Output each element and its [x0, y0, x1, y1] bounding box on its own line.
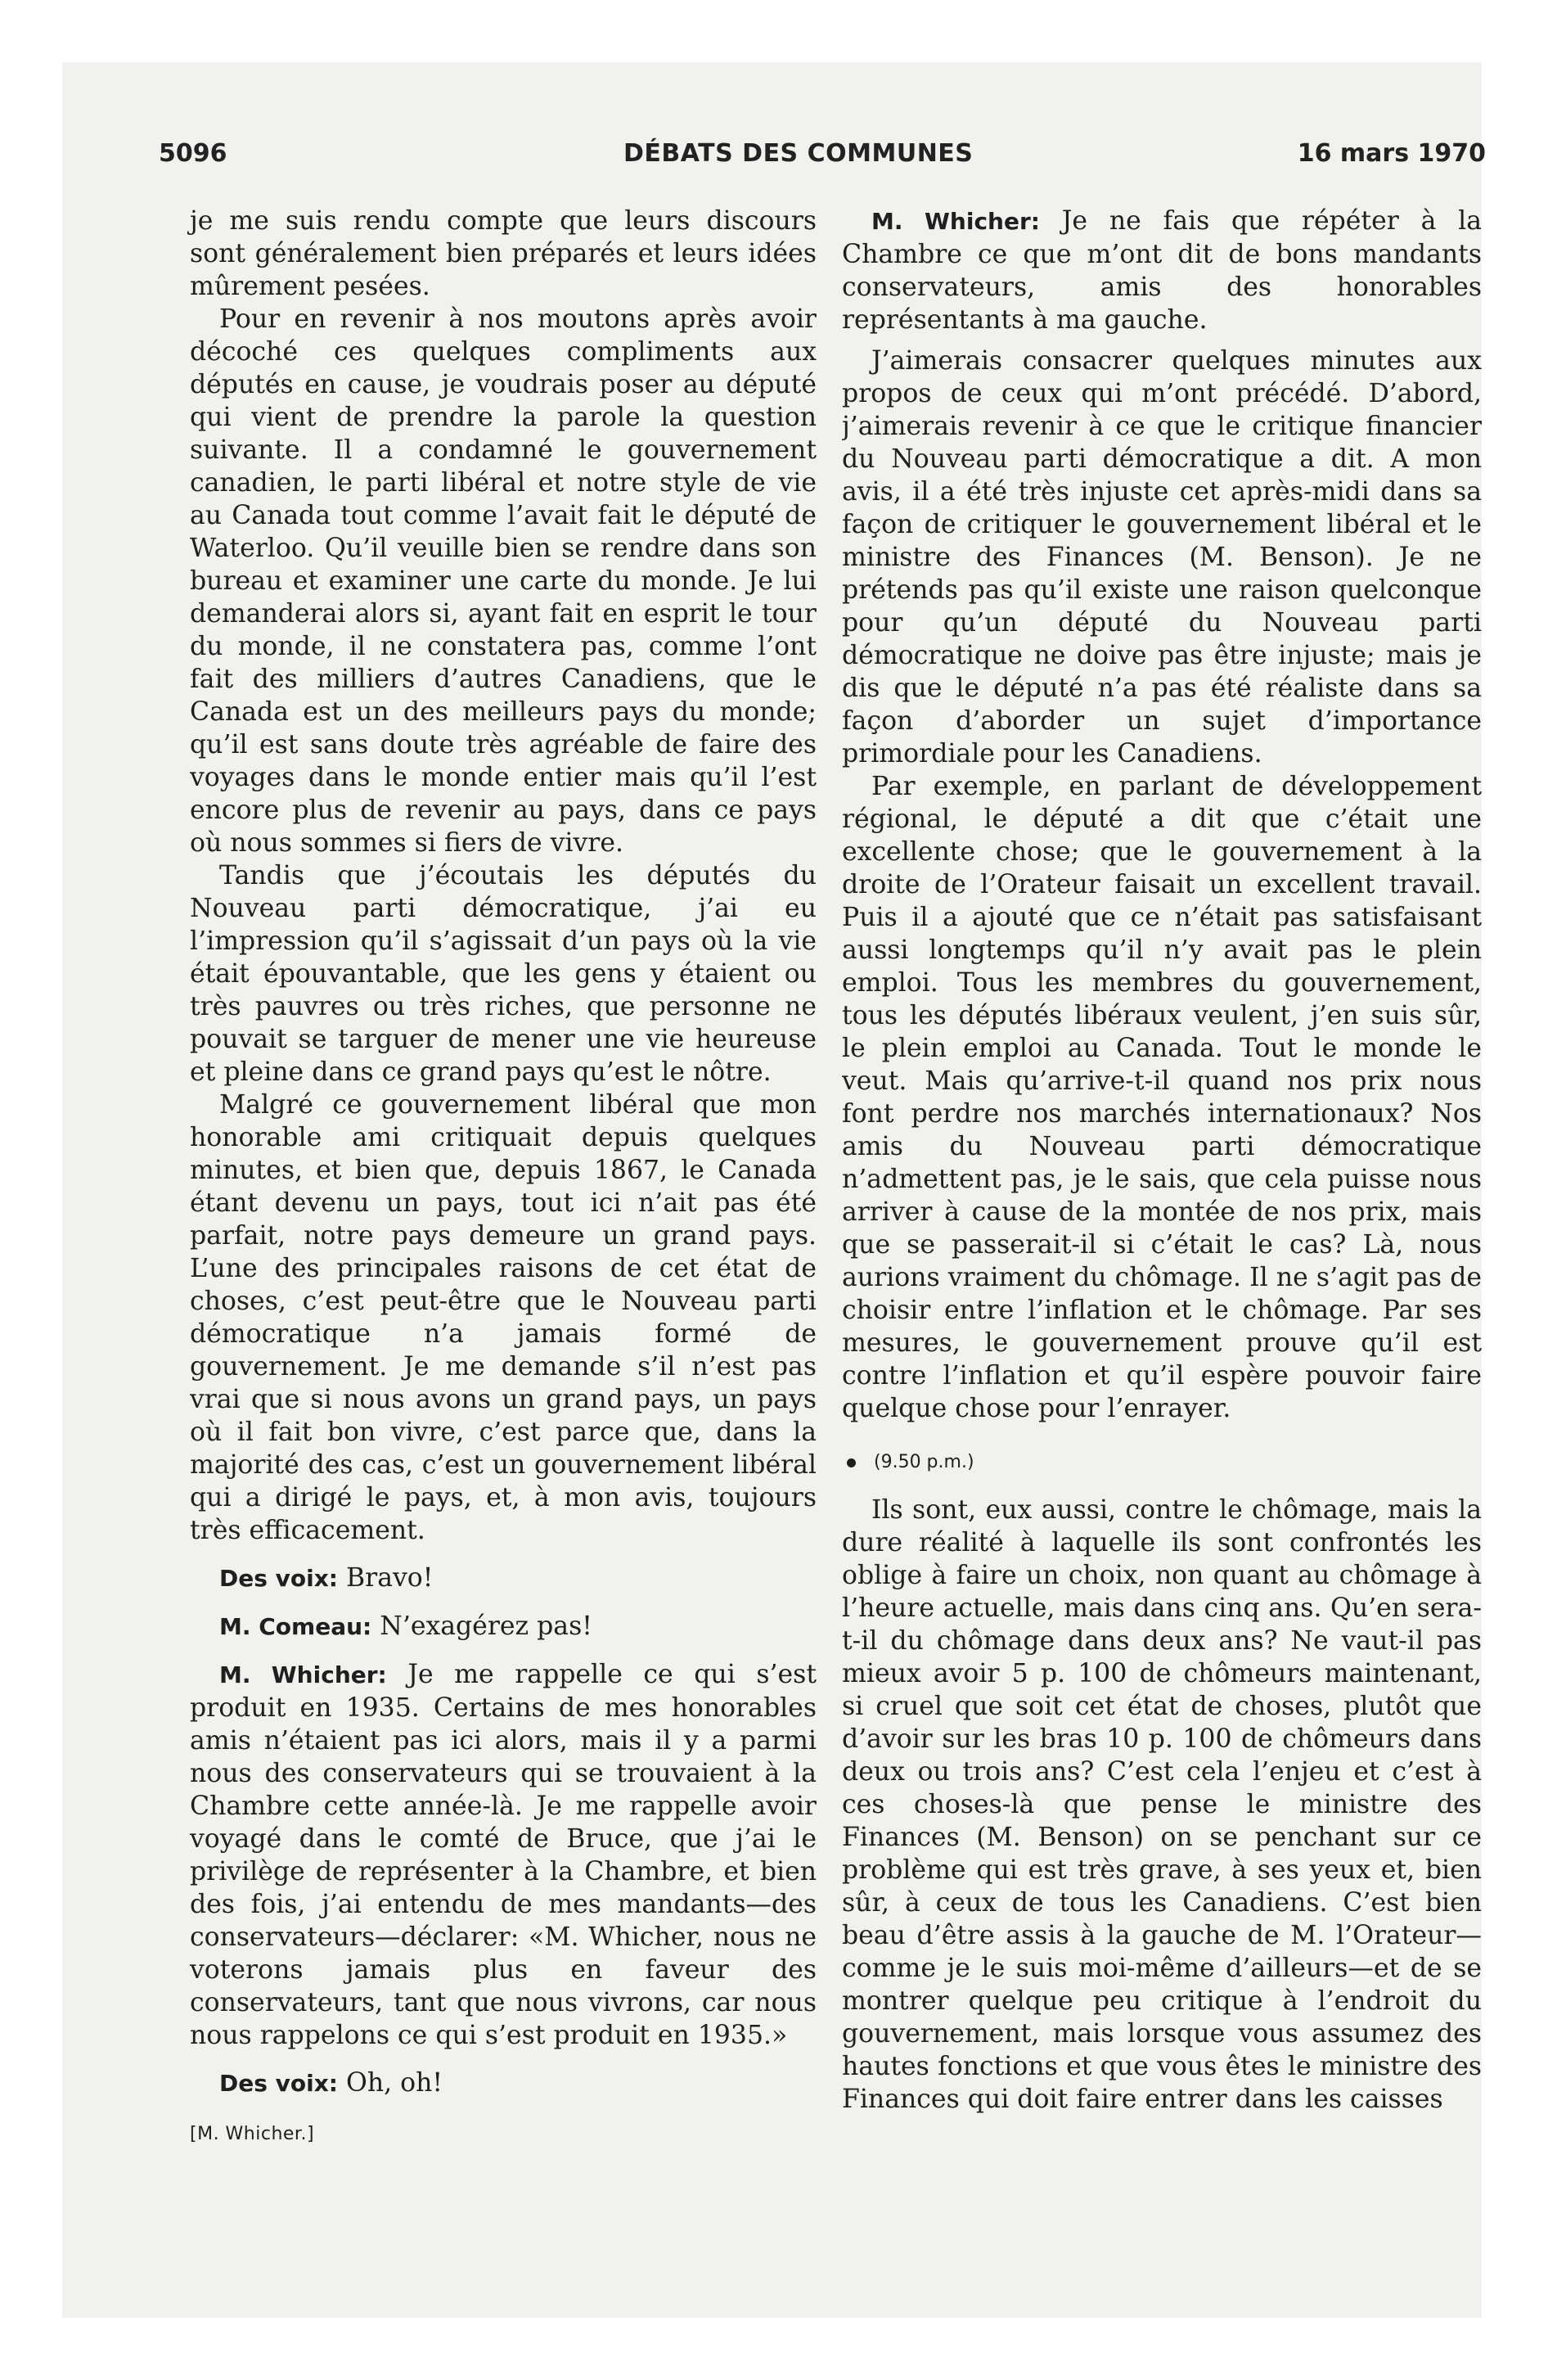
- speaker-marker: [M. Whicher.]: [190, 2124, 315, 2144]
- paragraph: J’aimerais consacrer quelques minutes aux propos de ceux qui m’ont précédé. D’abord, j’aimerais revenir à ce que le critique financier du Nouveau parti démocratique a dit. A mon avis, il a été très injuste cet après-midi dans sa façon de critiquer le gouvernement libéral et le ministre des Finances (M. Benson). Je ne prétends pas qu’il existe une raison quelconque pour qu’un député du Nouveau parti démocratique ne doive pas être injuste; mais je dis que le député n’a pas été réaliste dans sa façon d’aborder un sujet d’importance primordiale pour les Canadiens.: [842, 346, 1482, 769]
- page-number: 5096: [159, 139, 227, 168]
- time-marker: [842, 1446, 1482, 1479]
- speaker-name: M. Whicher:: [219, 1661, 387, 1688]
- paragraph: je me suis rendu compte que leurs discours sont généralement bien préparés et leurs idées mûrement pesées.: [190, 206, 817, 301]
- speech-text: Oh, oh!: [346, 2068, 443, 2098]
- right-column: [842, 205, 1482, 2116]
- speech-text: Je ne fais que répéter à la Chambre ce que m’ont dit de bons mandants conservateurs, amis des honorables représentants à ma gauche.: [842, 206, 1482, 335]
- paragraph: Tandis que j’écoutais les députés du Nouveau parti démocratique, j’ai eu l’impression qu’il s’agissait d’un pays où la vie était épouvantable, que les gens y étaient ou très pauvres ou très riches, que personne ne pouvait se targuer de mener une vie heureuse et pleine dans ce grand pays qu’est le nôtre.: [190, 861, 817, 1087]
- speaker-name: M. Whicher:: [871, 208, 1040, 235]
- speaker-name: Des voix:: [219, 2070, 338, 2097]
- speech-entry: [190, 1610, 817, 1643]
- running-title: DÉBATS DES COMMUNES: [623, 139, 974, 168]
- speech-entry: [190, 1562, 817, 1595]
- speaker-name: M. Comeau:: [219, 1613, 372, 1640]
- bullet-icon: [847, 1458, 856, 1467]
- speech-entry: [190, 1658, 817, 2052]
- page-header: [159, 139, 1486, 175]
- time-stamp: (9.50 p.m.): [874, 1452, 974, 1472]
- paragraph: Ils sont, eux aussi, contre le chômage, mais la dure réalité à laquelle ils sont confrontés les oblige à faire un choix, non quant au chômage à l’heure actuelle, mais dans cinq ans. Qu’en sera-t-il du chômage dans deux ans? Ne vaut-il pas mieux avoir 5 p. 100 de chômeurs maintenant, si cruel que soit cet état de choses, plutôt que d’avoir sur les bras 10 p. 100 de chômeurs dans deux ou trois ans? C’est cela l’enjeu et c’est à ces choses-là que pense le ministre des Finances (M. Benson) on se penchant sur ce problème qui est très grave, à ses yeux et, bien sûr, à ceux de tous les Canadiens. C’est bien beau d’être assis à la gauche de M. l’Orateur—comme je le suis moi-même d’ailleurs—et de se montrer quelque peu critique à l’endroit du gouvernement, mais lorsque vous assumez des hautes fonctions et que vous êtes le ministre des Finances qui doit faire entrer dans les caisses: [842, 1495, 1482, 2114]
- speech-entry: [842, 205, 1482, 336]
- paragraph: Par exemple, en parlant de développement régional, le député a dit que c’était une excellente chose; que le gouvernement à la droite de l’Orateur faisait un excellent travail. Puis il a ajouté que ce n’était pas satisfaisant aussi longtemps qu’il n’y avait pas le plein emploi. Tous les membres du gouvernement, tous les députés libéraux veulent, j’en suis sûr, le plein emploi au Canada. Tout le monde le veut. Mais qu’arrive-t-il quand nos prix nous font perdre nos marchés internationaux? Nos amis du Nouveau parti démocratique n’admettent pas, je le sais, que cela puisse nous arriver à cause de la montée de nos prix, mais que se passerait-il si c’était le cas? Là, nous aurions vraiment du chômage. Il ne s’agit pas de choisir entre l’inflation et le chômage. Par ses mesures, le gouvernement prouve qu’il est contre l’inflation et qu’il espère pouvoir faire quelque chose pour l’enrayer.: [842, 772, 1482, 1423]
- paragraph: Pour en revenir à nos moutons après avoir décoché ces quelques compliments aux députés en cause, je voudrais poser au député qui vient de prendre la parole la question suivante. Il a condamné le gouvernement canadien, le parti libéral et notre style de vie au Canada tout comme l’avait fait le député de Waterloo. Qu’il veuille bien se rendre dans son bureau et examiner une carte du monde. Je lui demanderai alors si, ayant fait en esprit le tour du monde, il ne constatera pas, comme l’ont fait des milliers d’autres Canadiens, que le Canada est un des meilleurs pays du monde; qu’il est sans doute très agréable de faire des voyages dans le monde entier mais qu’il l’est encore plus de revenir au pays, dans ce pays où nous sommes si fiers de vivre.: [190, 304, 817, 858]
- speech-text: Je me rappelle ce qui s’est produit en 1935. Certains de mes honorables amis n’étaient pas ici alors, mais il y a parmi nous des conservateurs qui se trouvaient à la Chambre cette année-là. Je me rappelle avoir voyagé dans le comté de Bruce, que j’ai le privilège de représenter à la Chambre, et bien des fois, j’ai entendu de mes mandants—des conservateurs—déclarer: «M. Whicher, nous ne voterons jamais plus en faveur des conservateurs, tant que nous vivrons, car nous nous rappelons ce qui s’est produit en 1935.»: [190, 1660, 817, 2050]
- speaker-name: Des voix:: [219, 1565, 338, 1592]
- page-date: 16 mars 1970: [1297, 139, 1486, 168]
- paragraph: Malgré ce gouvernement libéral que mon honorable ami critiquait depuis quelques minutes, et bien que, depuis 1867, le Canada étant devenu un pays, tout ici n’ait pas été parfait, notre pays demeure un grand pays. L’une des principales raisons de cet état de choses, c’est peut-être que le Nouveau parti démocratique n’a jamais formé de gouvernement. Je me demande s’il n’est pas vrai que si nous avons un grand pays, un pays où il fait bon vivre, c’est parce que, dans la majorité des cas, c’est un gouvernement libéral qui a dirigé le pays, et, à mon avis, toujours très efficacement.: [190, 1090, 817, 1545]
- speech-entry: [190, 2067, 817, 2100]
- speech-text: Bravo!: [346, 1563, 434, 1593]
- speech-text: N’exagérez pas!: [380, 1611, 592, 1641]
- left-column: [190, 205, 817, 2151]
